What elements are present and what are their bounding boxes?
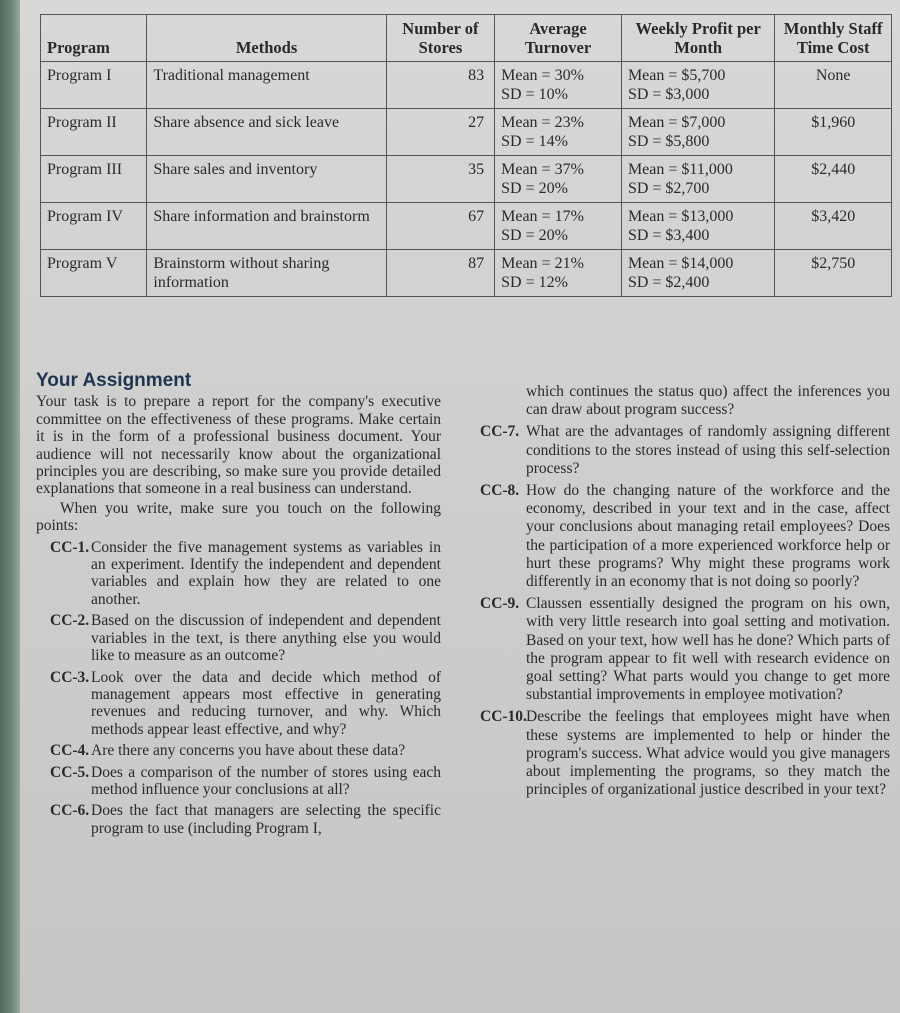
page-edge bbox=[0, 0, 20, 1013]
question-label: CC-3. bbox=[50, 668, 90, 686]
cell-program: Program IV bbox=[41, 203, 147, 250]
cell-turnover-sd: SD = 14% bbox=[501, 133, 568, 150]
cell-program: Program III bbox=[41, 156, 147, 203]
header-program: Program bbox=[41, 15, 147, 62]
cell-profit bbox=[621, 156, 774, 203]
question-item bbox=[480, 595, 890, 704]
question-text: Look over the data and decide which method of management appears most effective in generating revenues and reducing turnover, and why. Which methods appear least effective, and why? bbox=[91, 668, 441, 738]
cell-profit-mean: Mean = $13,000 bbox=[627, 208, 734, 225]
cell-methods: Share sales and inventory bbox=[147, 156, 386, 203]
table-row bbox=[41, 250, 892, 297]
question-text: Based on the discussion of independent and dependent variables in the text, is there anything else you would like to measure as an outcome? bbox=[91, 612, 441, 665]
question-label: CC-4. bbox=[50, 742, 90, 760]
cell-profit bbox=[621, 109, 774, 156]
right-text-column bbox=[480, 383, 890, 799]
question-text: Does the fact that managers are selecting the specific program to use (including Program I, bbox=[91, 802, 441, 837]
table-row bbox=[41, 156, 892, 203]
question-item bbox=[480, 482, 890, 591]
assignment-heading: Your Assignment bbox=[36, 370, 192, 391]
table-header-row bbox=[41, 15, 892, 62]
question-item bbox=[36, 612, 441, 664]
question-item bbox=[36, 669, 441, 739]
cell-program: Program II bbox=[41, 109, 147, 156]
cell-methods: Share information and brainstorm bbox=[147, 203, 386, 250]
cell-profit-sd: SD = $3,000 bbox=[627, 86, 710, 103]
cell-stores: 27 bbox=[386, 109, 494, 156]
question-label: CC-8. bbox=[480, 482, 520, 500]
cc6-continued: which continues the status quo) affect the inferences you can draw about program success? bbox=[526, 383, 890, 419]
left-text-column bbox=[36, 372, 441, 837]
cell-methods: Traditional management bbox=[147, 62, 386, 109]
cell-turnover-mean: Mean = 17% bbox=[501, 208, 584, 225]
cell-staff-cost: $2,750 bbox=[775, 250, 892, 297]
cell-profit bbox=[621, 203, 774, 250]
cell-profit-sd: SD = $3,400 bbox=[627, 227, 710, 244]
question-text: Claussen essentially designed the program on his own, with very little research into goal setting and motivation. Based on your text, how well has he done? Which parts of the program appear to fit well with research evidence on goal setting? What parts would you change to get more substantial improvements in employee motivation? bbox=[526, 595, 890, 704]
question-text: Consider the five management systems as variables in an experiment. Identify the independent and dependent variables and explain how they are related to one another. bbox=[91, 538, 441, 608]
table-row bbox=[41, 109, 892, 156]
cell-staff-cost: $2,440 bbox=[775, 156, 892, 203]
cell-stores: 83 bbox=[386, 62, 494, 109]
header-profit: Weekly Profit per Month bbox=[621, 15, 774, 62]
question-text: How do the changing nature of the workforce and the economy, described in your text and in the case, affect your conclusions about managing retail employees? Does the participation of a more experienced workforce help or hurt these programs? Why might these programs work differently in an economy that is not doing so poorly? bbox=[526, 482, 890, 591]
cell-turnover-sd: SD = 20% bbox=[501, 227, 568, 244]
question-item bbox=[480, 423, 890, 478]
cell-profit-mean: Mean = $5,700 bbox=[627, 67, 726, 84]
cell-stores: 35 bbox=[386, 156, 494, 203]
cell-turnover bbox=[495, 109, 622, 156]
cell-staff-cost: $3,420 bbox=[775, 203, 892, 250]
cell-profit bbox=[621, 250, 774, 297]
header-turnover: Average Turnover bbox=[495, 15, 622, 62]
question-label: CC-2. bbox=[50, 612, 90, 630]
cell-methods: Brainstorm without sharing information bbox=[147, 250, 386, 297]
cell-profit-sd: SD = $2,400 bbox=[627, 274, 710, 291]
question-label: CC-5. bbox=[50, 763, 90, 781]
header-stores: Number of Stores bbox=[386, 15, 494, 62]
cell-turnover-mean: Mean = 37% bbox=[501, 161, 584, 178]
question-item bbox=[36, 742, 441, 759]
table-row bbox=[41, 203, 892, 250]
program-table-container bbox=[40, 14, 892, 297]
question-label: CC-1. bbox=[50, 538, 90, 556]
question-text: Does a comparison of the number of stores using each method influence your conclusions at all? bbox=[91, 763, 441, 798]
cell-profit-mean: Mean = $11,000 bbox=[627, 161, 733, 178]
question-text: What are the advantages of randomly assigning different conditions to the stores instead of using this self-selection process? bbox=[526, 423, 890, 477]
program-table bbox=[40, 14, 892, 297]
cell-turnover-mean: Mean = 21% bbox=[501, 255, 584, 272]
question-item bbox=[36, 539, 441, 609]
question-item bbox=[480, 708, 890, 799]
question-item bbox=[36, 802, 441, 837]
cell-turnover-mean: Mean = 30% bbox=[501, 67, 584, 84]
cell-profit-sd: SD = $5,800 bbox=[627, 133, 710, 150]
header-staff: Monthly Staff Time Cost bbox=[775, 15, 892, 62]
cell-turnover-sd: SD = 20% bbox=[501, 180, 568, 197]
cell-program: Program V bbox=[41, 250, 147, 297]
cell-turnover-mean: Mean = 23% bbox=[501, 114, 584, 131]
cell-turnover-sd: SD = 10% bbox=[501, 86, 568, 103]
cell-staff-cost: $1,960 bbox=[775, 109, 892, 156]
question-label: CC-10. bbox=[480, 708, 527, 726]
cell-methods: Share absence and sick leave bbox=[147, 109, 386, 156]
assignment-intro: Your task is to prepare a report for the company's executive committee on the effectiveness of these programs. Make certain it is in the form of a professional business document. Your audience will not necessarily know about the organizational principles you are describing, so make sure you provide detailed explanations that someone in a real business can understand. bbox=[36, 393, 441, 498]
question-text: Are there any concerns you have about these data? bbox=[91, 742, 406, 760]
cell-program: Program I bbox=[41, 62, 147, 109]
question-label: CC-9. bbox=[480, 595, 520, 613]
cell-stores: 87 bbox=[386, 250, 494, 297]
cell-staff-cost: None bbox=[775, 62, 892, 109]
assignment-lead: When you write, make sure you touch on the following points: bbox=[36, 499, 441, 535]
cell-turnover bbox=[495, 156, 622, 203]
table-row bbox=[41, 62, 892, 109]
cell-profit bbox=[621, 62, 774, 109]
cell-turnover-sd: SD = 12% bbox=[501, 274, 568, 291]
question-label: CC-7. bbox=[480, 423, 520, 441]
cell-profit-mean: Mean = $14,000 bbox=[627, 255, 734, 272]
cell-turnover bbox=[495, 250, 622, 297]
cell-profit-mean: Mean = $7,000 bbox=[627, 114, 726, 131]
cell-profit-sd: SD = $2,700 bbox=[627, 180, 710, 197]
cell-turnover bbox=[495, 62, 622, 109]
question-label: CC-6. bbox=[50, 802, 90, 820]
cell-stores: 67 bbox=[386, 203, 494, 250]
cell-turnover bbox=[495, 203, 622, 250]
question-item bbox=[36, 764, 441, 799]
header-methods: Methods bbox=[147, 15, 386, 62]
question-text: Describe the feelings that employees might have when these systems are implemented to help or hinder the program's success. What advice would you give managers about implementing the programs, so they match the principles of organizational justice described in your text? bbox=[526, 708, 890, 799]
